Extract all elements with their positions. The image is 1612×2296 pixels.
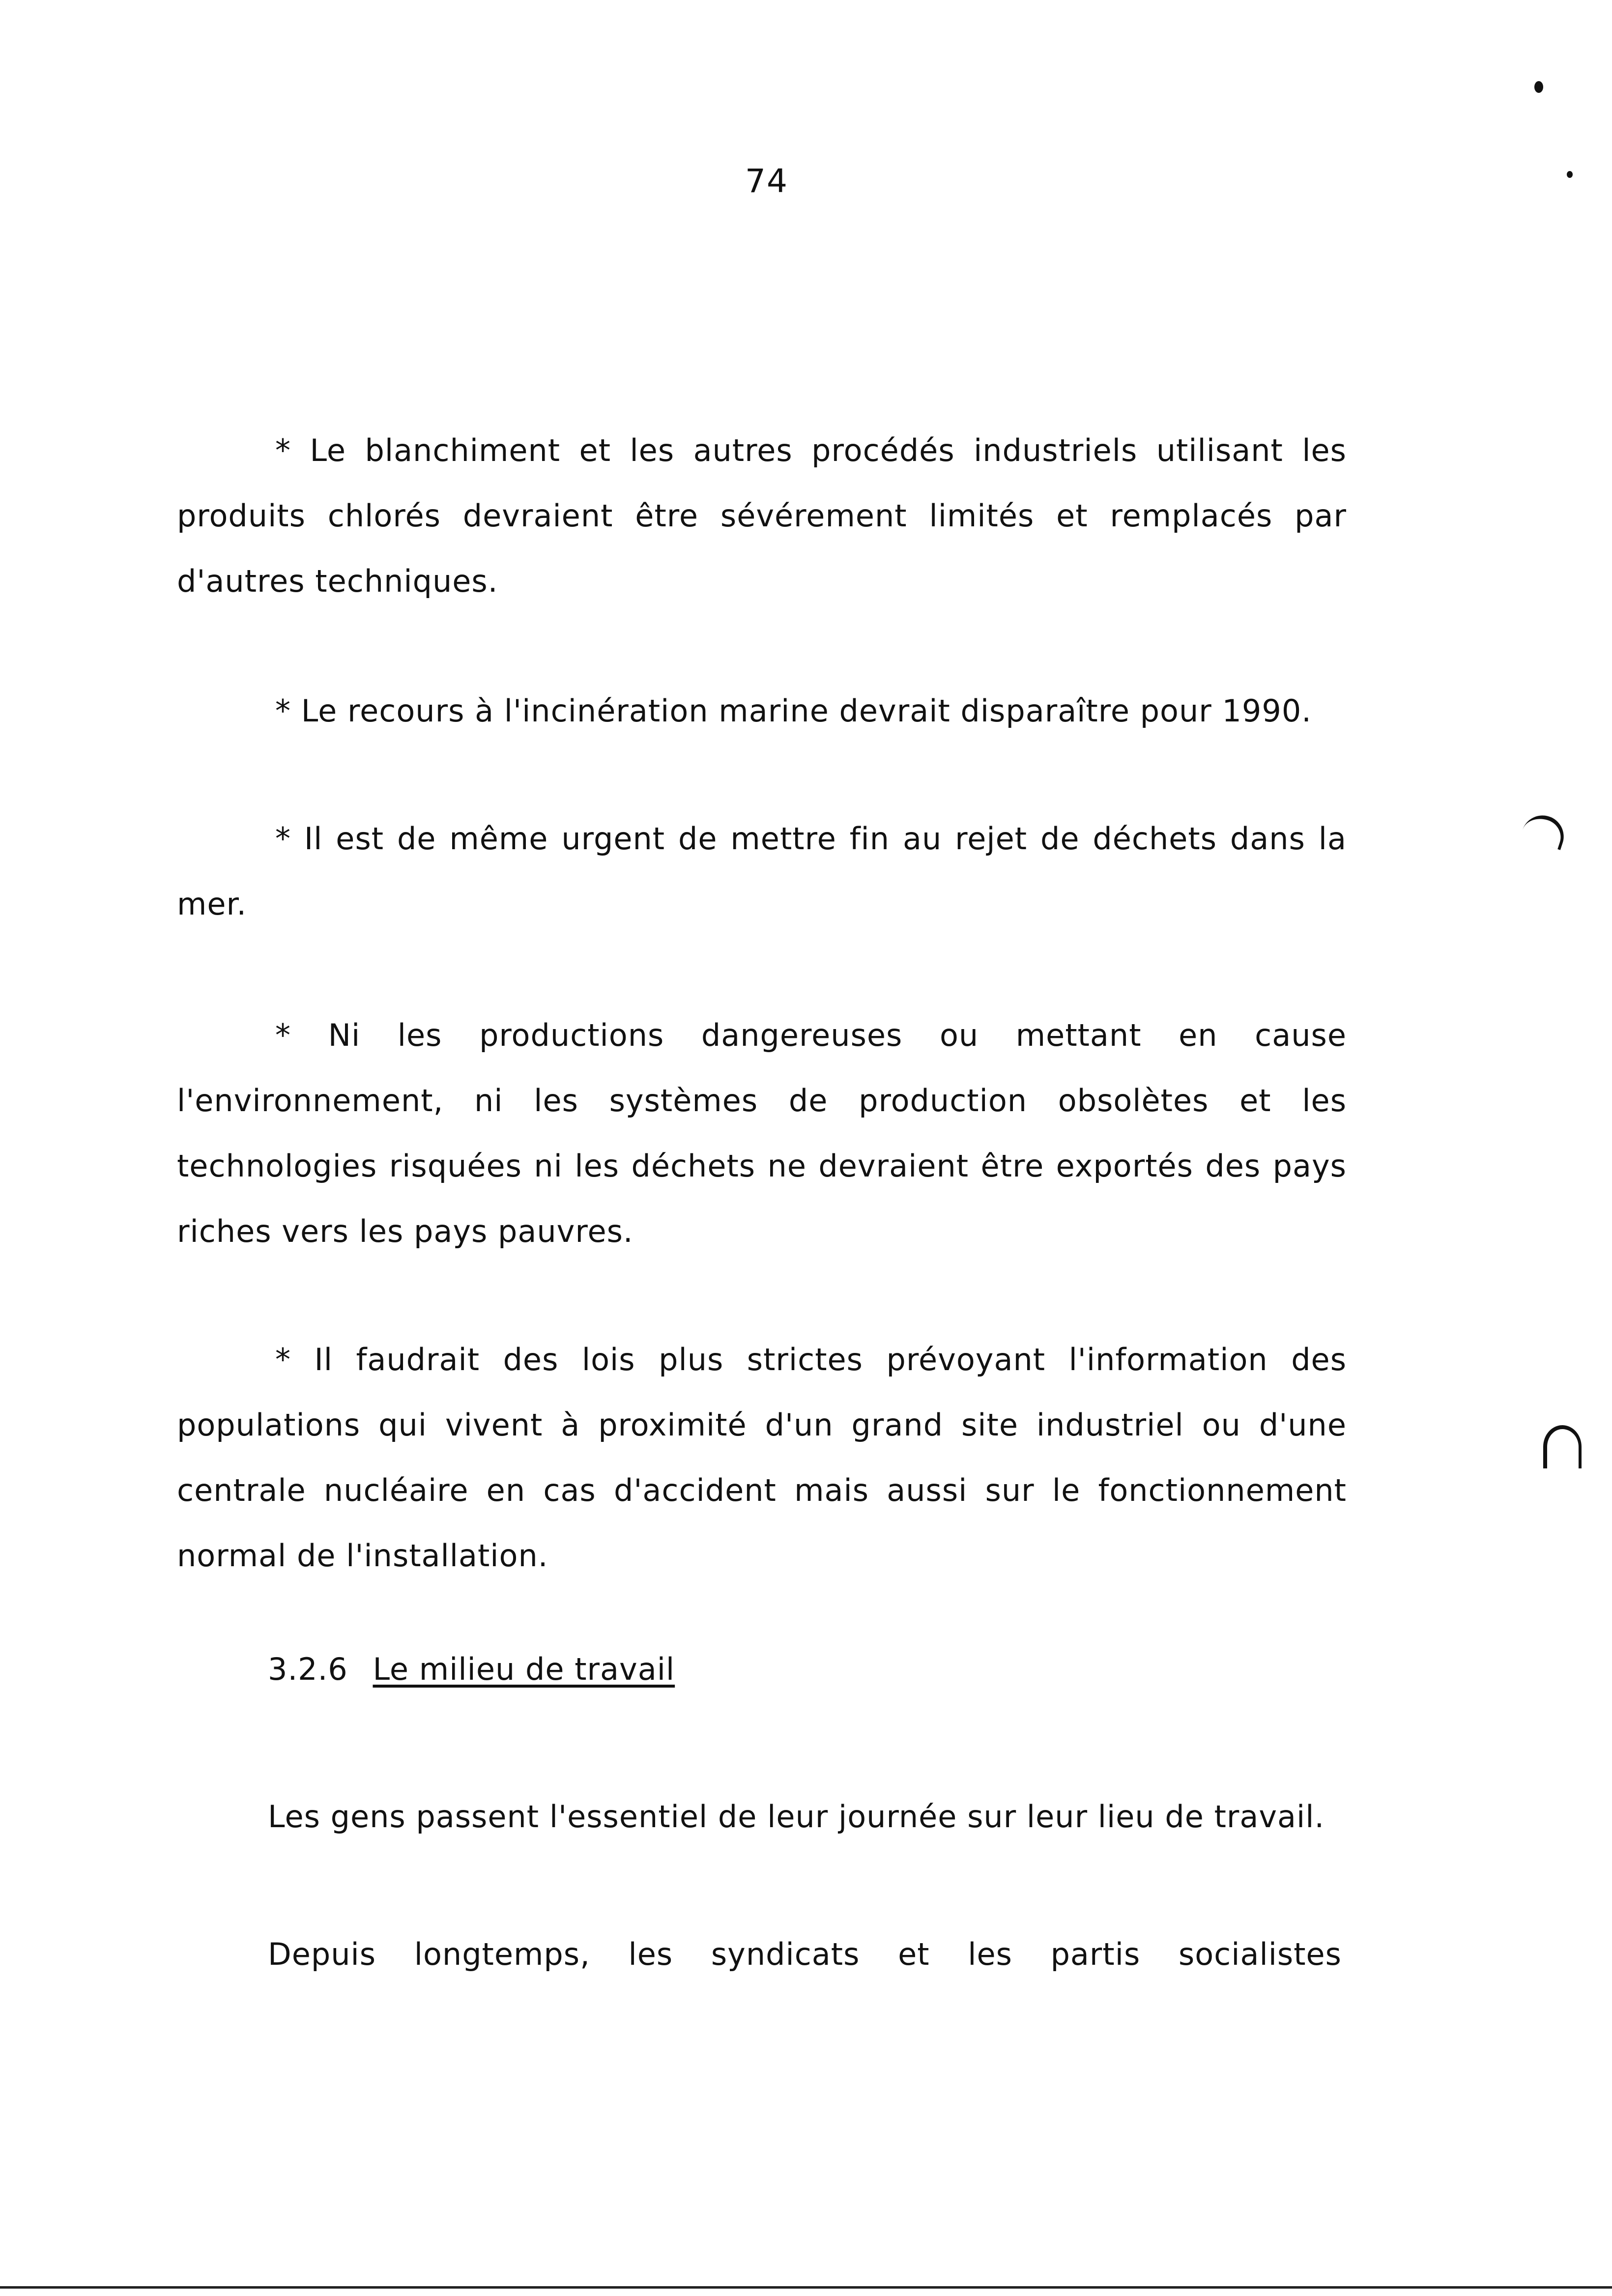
paragraph-information-laws: * Il faudrait des lois plus strictes prévoyant l'information des populations qui vivent à proximité d'un grand site industriel ou d'une centrale nucléaire en cas d'accident mais aussi sur le fonctionnement normal de l'installation. (177, 1342, 1347, 1574)
section-title: Le milieu de travail (373, 1651, 675, 1687)
binding-hole-mark (1543, 1425, 1582, 1468)
section-heading (268, 1651, 675, 1687)
section-number: 3.2.6 (268, 1651, 348, 1687)
bottom-edge-line (0, 2286, 1612, 2289)
paragraph-waste-export: * Ni les productions dangereuses ou mettant en cause l'environnement, ni les systèmes de production obsolètes et les technologies risquées ni les déchets ne devraient être exportés des pays riches vers les pays pauvres. (177, 1017, 1347, 1249)
scan-dot-mark (1534, 81, 1543, 93)
paragraph-sea-dumping: * Il est de même urgent de mettre fin au rejet de déchets dans la mer. (177, 821, 1347, 922)
paragraph-marine-incineration: * Le recours à l'incinération marine devrait disparaître pour 1990. (275, 693, 1312, 729)
paragraph-chlorine-processes: * Le blanchiment et les autres procédés industriels utilisant les produits chlorés devraient être sévérement limités et remplacés par d'autres techniques. (177, 432, 1347, 599)
scan-dot-mark (1567, 171, 1573, 178)
page-number: 74 (745, 162, 788, 200)
binding-hole-mark (1520, 810, 1569, 850)
paragraph-unions: Depuis longtemps, les syndicats et les partis socialistes (268, 1936, 1342, 1972)
paragraph-workplace: Les gens passent l'essentiel de leur journée sur leur lieu de travail. (268, 1799, 1325, 1835)
